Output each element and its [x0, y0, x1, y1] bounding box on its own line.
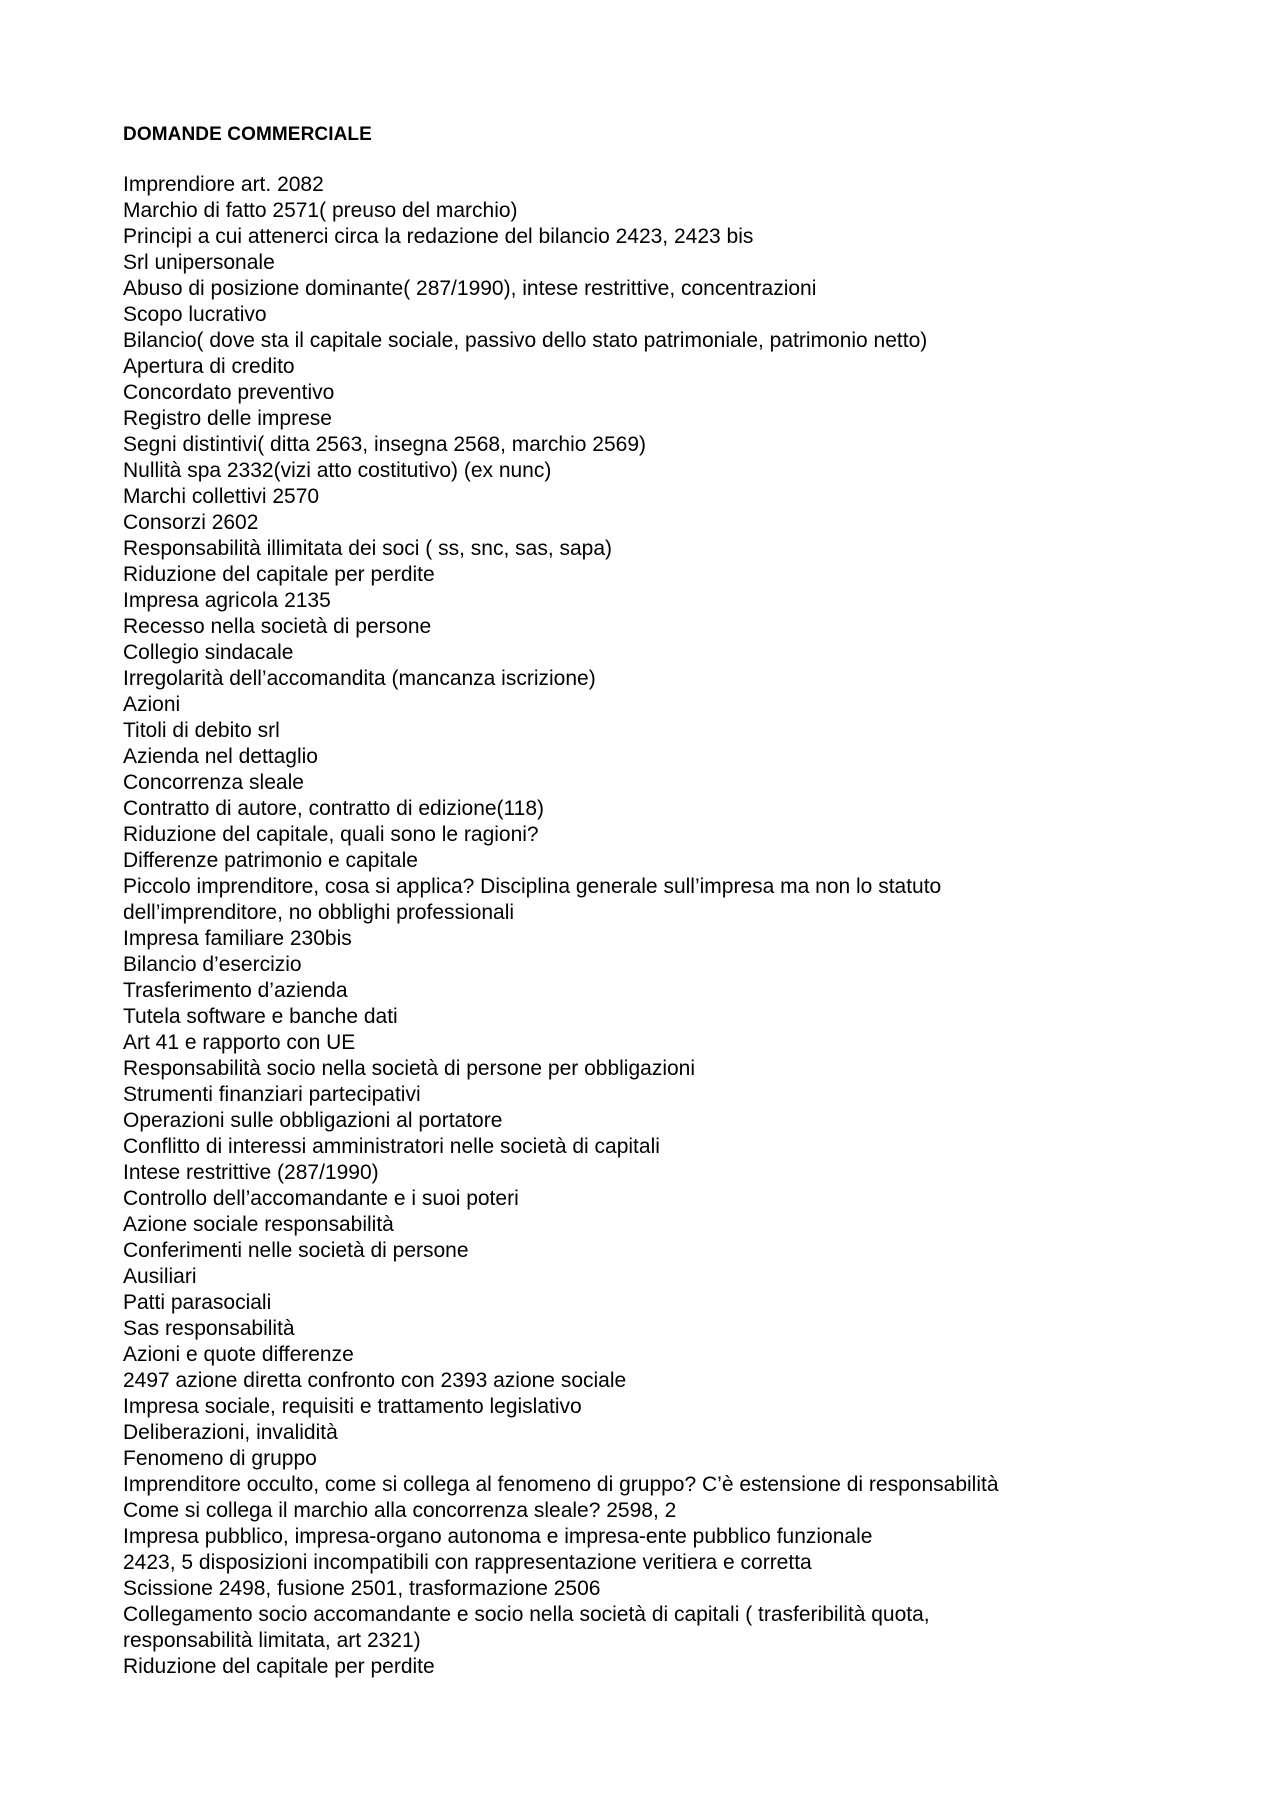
question-line: Azienda nel dettaglio: [123, 745, 318, 768]
question-line: Conferimenti nelle società di persone: [123, 1239, 469, 1262]
question-line: Scopo lucrativo: [123, 303, 267, 326]
document-title: DOMANDE COMMERCIALE: [123, 124, 372, 145]
question-line: Azione sociale responsabilità: [123, 1213, 394, 1236]
question-line: Differenze patrimonio e capitale: [123, 849, 418, 872]
question-line: Tutela software e banche dati: [123, 1005, 398, 1028]
question-line: Deliberazioni, invalidità: [123, 1421, 338, 1444]
question-line: Bilancio d’esercizio: [123, 953, 302, 976]
question-line: Riduzione del capitale, quali sono le ragioni?: [123, 823, 539, 846]
question-line: Consorzi 2602: [123, 511, 259, 534]
question-line: Responsabilità illimitata dei soci ( ss, snc, sas, sapa): [123, 537, 613, 560]
question-line: Bilancio( dove sta il capitale sociale, passivo dello stato patrimoniale, patrimonio netto): [123, 329, 928, 352]
question-line: dell’imprenditore, no obblighi professionali: [123, 901, 515, 924]
question-line: Impresa familiare 230bis: [123, 927, 352, 950]
question-line: Patti parasociali: [123, 1291, 272, 1314]
question-line: Apertura di credito: [123, 355, 295, 378]
question-line: Collegamento socio accomandante e socio nella società di capitali ( trasferibilità quota,: [123, 1603, 930, 1626]
question-line: Riduzione del capitale per perdite: [123, 1655, 435, 1678]
question-line: Responsabilità socio nella società di persone per obbligazioni: [123, 1057, 696, 1080]
question-line: responsabilità limitata, art 2321): [123, 1629, 421, 1652]
question-line: Scissione 2498, fusione 2501, trasformazione 2506: [123, 1577, 601, 1600]
question-line: Abuso di posizione dominante( 287/1990), intese restrittive, concentrazioni: [123, 277, 817, 300]
question-line: Marchio di fatto 2571( preuso del marchio): [123, 199, 518, 222]
question-line: Concordato preventivo: [123, 381, 335, 404]
question-list: [123, 172, 1223, 1680]
question-line: 2497 azione diretta confronto con 2393 azione sociale: [123, 1369, 627, 1392]
question-line: Titoli di debito srl: [123, 719, 280, 742]
question-line: Riduzione del capitale per perdite: [123, 563, 435, 586]
question-line: Principi a cui attenerci circa la redazione del bilancio 2423, 2423 bis: [123, 225, 754, 248]
question-line: Impresa pubblico, impresa-organo autonoma e impresa-ente pubblico funzionale: [123, 1525, 873, 1548]
question-line: Piccolo imprenditore, cosa si applica? Disciplina generale sull’impresa ma non lo statuto: [123, 875, 942, 898]
question-line: Intese restrittive (287/1990): [123, 1161, 379, 1184]
question-line: Trasferimento d’azienda: [123, 979, 348, 1002]
question-line: Impresa agricola 2135: [123, 589, 331, 612]
question-line: Segni distintivi( ditta 2563, insegna 2568, marchio 2569): [123, 433, 646, 456]
question-line: Come si collega il marchio alla concorrenza sleale? 2598, 2: [123, 1499, 677, 1522]
question-line: Controllo dell’accomandante e i suoi poteri: [123, 1187, 519, 1210]
question-line: Imprendiore art. 2082: [123, 173, 324, 196]
question-line: Concorrenza sleale: [123, 771, 304, 794]
question-line: Contratto di autore, contratto di edizione(118): [123, 797, 545, 820]
question-line: Impresa sociale, requisiti e trattamento legislativo: [123, 1395, 582, 1418]
question-line: Nullità spa 2332(vizi atto costitutivo) (ex nunc): [123, 459, 552, 482]
question-line: Art 41 e rapporto con UE: [123, 1031, 356, 1054]
question-line: Registro delle imprese: [123, 407, 332, 430]
question-line: Sas responsabilità: [123, 1317, 295, 1340]
question-line: Marchi collettivi 2570: [123, 485, 320, 508]
question-line: Operazioni sulle obbligazioni al portatore: [123, 1109, 503, 1132]
question-line: Irregolarità dell’accomandita (mancanza iscrizione): [123, 667, 596, 690]
question-line: Azioni e quote differenze: [123, 1343, 354, 1366]
question-line: Fenomeno di gruppo: [123, 1447, 317, 1470]
question-line: Ausiliari: [123, 1265, 197, 1288]
question-line: Strumenti finanziari partecipativi: [123, 1083, 421, 1106]
question-line: Azioni: [123, 693, 181, 716]
question-line: 2423, 5 disposizioni incompatibili con rappresentazione veritiera e corretta: [123, 1551, 812, 1574]
question-line: Collegio sindacale: [123, 641, 294, 664]
question-line: Recesso nella società di persone: [123, 615, 432, 638]
question-line: Srl unipersonale: [123, 251, 275, 274]
question-line: Conflitto di interessi amministratori nelle società di capitali: [123, 1135, 660, 1158]
question-line: Imprenditore occulto, come si collega al fenomeno di gruppo? C’è estensione di responsabilità: [123, 1473, 999, 1496]
